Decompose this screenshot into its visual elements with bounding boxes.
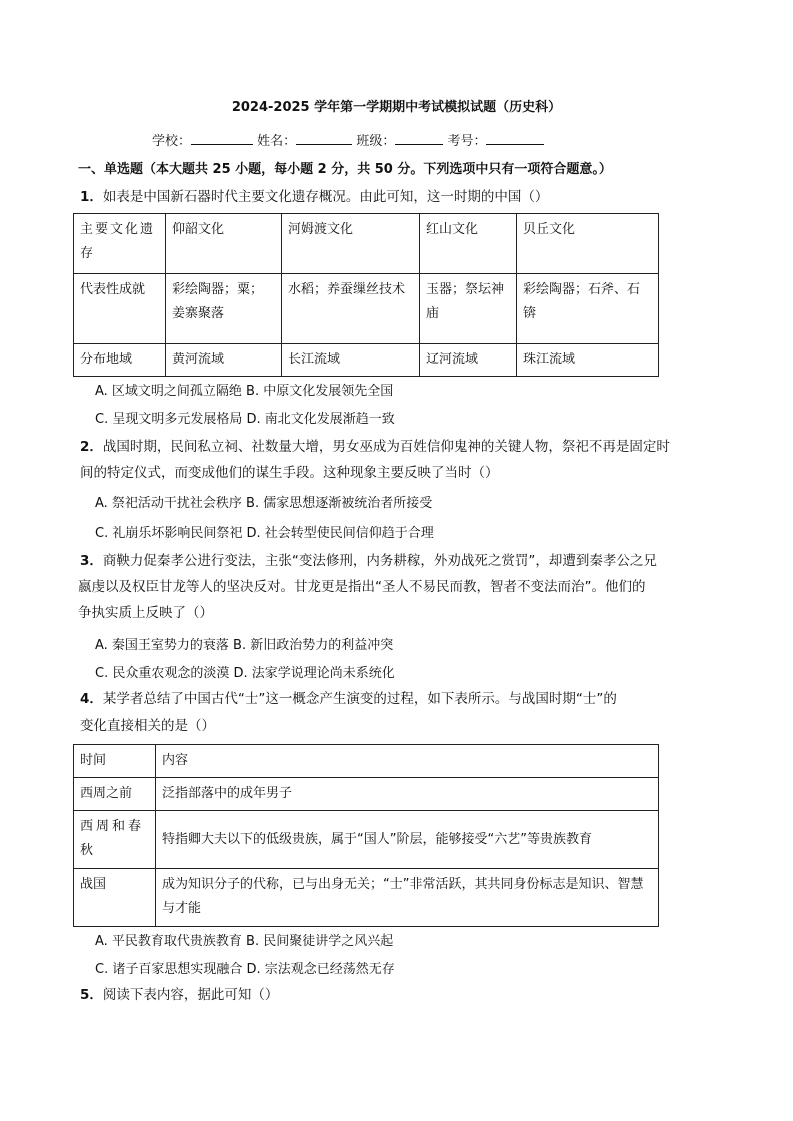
table-cell: 分布地域 bbox=[74, 344, 166, 377]
exam-title: 2024-2025 学年第一学期期中考试模拟试题（历史科） bbox=[231, 100, 562, 115]
student-info-line bbox=[152, 130, 544, 149]
question-stem: 如表是中国新石器时代主要文化遗存概况。由此可知，这一时期的中国（） bbox=[102, 189, 549, 205]
table-row bbox=[74, 274, 659, 344]
section-heading: 一、单选题（本大题共 25 小题，每小题 2 分，共 50 分。下列选项中只有一项符合题意。） bbox=[78, 162, 612, 177]
question-number: 3． bbox=[80, 553, 103, 569]
option-line: A. 秦国王室势力的衰落 B. 新旧政治势力的利益冲突 bbox=[95, 638, 394, 653]
name-label: 姓名： bbox=[257, 134, 297, 149]
question-4 bbox=[80, 686, 617, 713]
table-cell: 辽河流域 bbox=[420, 344, 517, 377]
table-row bbox=[74, 344, 659, 377]
question-stem: 战国时期，民间私立祠、社数量大增，男女巫成为百姓信仰鬼神的关键人物，祭祀不再是固定时 bbox=[102, 439, 670, 455]
question-stem: 商鞅力促秦孝公进行变法，主张“变法修刑，内务耕稼，外劝战死之赏罚”，却遭到秦孝公之兄 bbox=[102, 553, 657, 569]
question-5 bbox=[80, 982, 278, 1009]
exam-no-label: 考号： bbox=[447, 134, 487, 149]
table-cell: 特指卿大夫以下的低级贵族，属于“国人”阶层，能够接受“六艺”等贵族教育 bbox=[156, 811, 659, 869]
option-line: A. 祭祀活动干扰社会秩序 B. 儒家思想逐渐被统治者所接受 bbox=[95, 496, 433, 511]
table-cell: 西周之前 bbox=[74, 778, 156, 811]
option-line: A. 区域文明之间孤立隔绝 B. 中原文化发展领先全国 bbox=[95, 384, 394, 399]
culture-table bbox=[73, 213, 659, 377]
table-row bbox=[74, 869, 659, 927]
question-3 bbox=[80, 548, 657, 575]
table-cell: 珠江流域 bbox=[517, 344, 659, 377]
table-cell: 玉器；祭坛神庙 bbox=[420, 274, 517, 344]
class-blank bbox=[395, 132, 443, 145]
name-blank bbox=[296, 132, 352, 145]
table-cell: 仰韶文化 bbox=[166, 214, 282, 274]
table-row bbox=[74, 811, 659, 869]
question-1 bbox=[80, 184, 548, 211]
question-number: 2． bbox=[80, 439, 103, 455]
option-line: C. 礼崩乐坏影响民间祭祀 D. 社会转型使民间信仰趋于合理 bbox=[95, 526, 434, 541]
question-2 bbox=[80, 434, 670, 461]
table-cell: 河姆渡文化 bbox=[282, 214, 420, 274]
table-cell: 时间 bbox=[74, 745, 156, 778]
question-number: 4． bbox=[80, 691, 103, 707]
table-cell: 代表性成就 bbox=[74, 274, 166, 344]
table-cell: 泛指部落中的成年男子 bbox=[156, 778, 659, 811]
option-line: C. 诸子百家思想实现融合 D. 宗法观念已经荡然无存 bbox=[95, 962, 395, 977]
table-cell: 黄河流域 bbox=[166, 344, 282, 377]
question-stem: 阅读下表内容，据此可知（） bbox=[102, 987, 279, 1003]
table-row bbox=[74, 745, 659, 778]
question-stem-continued: 变化直接相关的是（） bbox=[80, 718, 215, 734]
table-cell: 彩绘陶器；石斧、石锛 bbox=[517, 274, 659, 344]
question-stem-continued: 争执实质上反映了（） bbox=[78, 605, 213, 621]
table-cell: 红山文化 bbox=[420, 214, 517, 274]
table-row bbox=[74, 778, 659, 811]
school-label: 学校： bbox=[152, 134, 192, 149]
class-label: 班级： bbox=[356, 134, 396, 149]
table-cell: 彩绘陶器；粟；姜寨聚落 bbox=[166, 274, 282, 344]
question-stem-continued: 间的特定仪式，而变成他们的谋生手段。这种现象主要反映了当时（） bbox=[80, 465, 499, 481]
table-cell: 贝丘文化 bbox=[517, 214, 659, 274]
table-cell: 成为知识分子的代称，已与出身无关；“士”非常活跃，其共同身份标志是知识、智慧与才能 bbox=[156, 869, 659, 927]
table-row bbox=[74, 214, 659, 274]
question-stem: 某学者总结了中国古代“士”这一概念产生演变的过程，如下表所示。与战国时期“士”的 bbox=[102, 691, 617, 707]
exam-no-blank bbox=[486, 132, 544, 145]
table-cell: 主要文化遗存 bbox=[74, 214, 166, 274]
table-cell: 内容 bbox=[156, 745, 659, 778]
option-line: A. 平民教育取代贵族教育 B. 民间聚徒讲学之风兴起 bbox=[95, 934, 394, 949]
option-line: C. 呈现文明多元发展格局 D. 南北文化发展渐趋一致 bbox=[95, 412, 395, 427]
table-cell: 长江流域 bbox=[282, 344, 420, 377]
table-cell: 战国 bbox=[74, 869, 156, 927]
question-stem-continued: 嬴虔以及权臣甘龙等人的坚决反对。甘龙更是指出“圣人不易民而教，智者不变法而治”。他们的 bbox=[78, 579, 646, 595]
question-number: 1． bbox=[80, 189, 103, 205]
school-blank bbox=[191, 132, 253, 145]
table-cell: 水稻；养蚕缫丝技术 bbox=[282, 274, 420, 344]
question-number: 5． bbox=[80, 987, 103, 1003]
table-cell: 西周和春秋 bbox=[74, 811, 156, 869]
option-line: C. 民众重农观念的淡漠 D. 法家学说理论尚未系统化 bbox=[95, 666, 395, 681]
scholar-table bbox=[73, 744, 659, 927]
